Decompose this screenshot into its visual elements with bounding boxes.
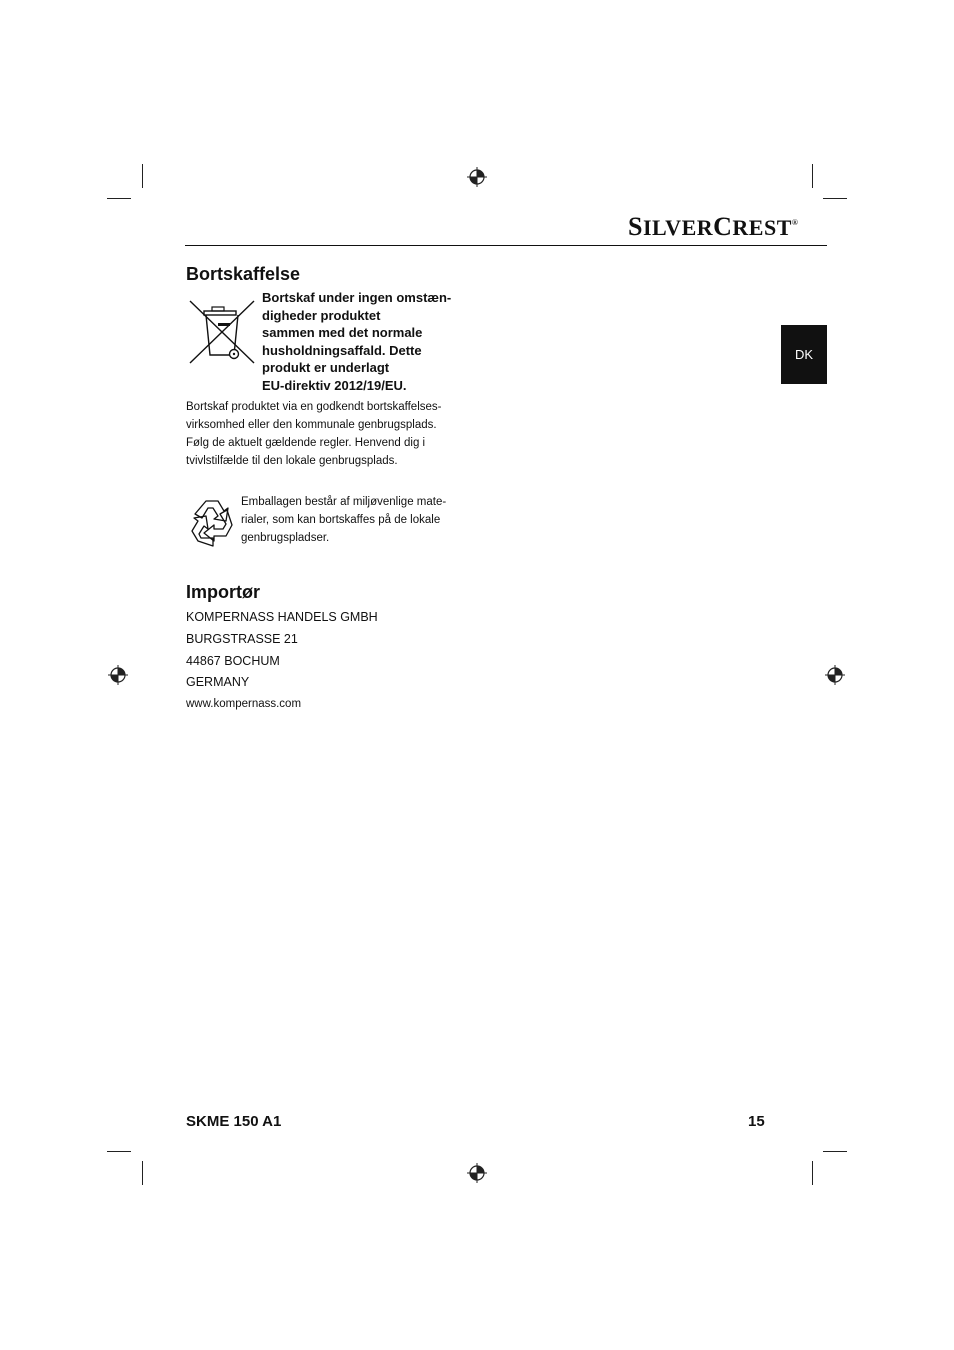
header-rule	[185, 245, 827, 246]
crop-mark	[107, 198, 131, 199]
address-line: GERMANY	[186, 675, 250, 690]
address-line: KOMPERNASS HANDELS GMBH	[186, 610, 378, 624]
importer-website-link[interactable]: www.kompernass.com	[186, 698, 302, 711]
registration-mark-icon	[467, 1163, 487, 1183]
brand-logo: SILVERCREST®	[628, 212, 799, 241]
address-line: 44867 BOCHUM	[186, 653, 280, 668]
importer-heading: Importør	[186, 582, 260, 602]
disposal-warning: Bortskaf under ingen omstæn- digheder produktet sammen med det normale husholdningsaffald. Dette produkt er underlagt EU-direktiv 2012/19/EU.	[262, 290, 452, 393]
page-number: 15	[748, 1113, 765, 1130]
crop-mark	[812, 164, 813, 188]
disposal-instructions: Bortskaf produktet via en godkendt bortskaffelses- virksomhed eller den kommunale genbrugsplads. Følg de aktuelt gældende regler. Henvend dig i tvivlstilfælde til den lokale genbrugsplads.	[186, 401, 442, 467]
crop-mark	[142, 164, 143, 188]
crop-mark	[823, 1151, 847, 1152]
language-tab: DK	[781, 325, 827, 384]
disposal-heading: Bortskaffelse	[186, 264, 301, 284]
importer-address	[186, 607, 378, 716]
model-number: SKME 150 A1	[186, 1113, 282, 1130]
crop-mark	[823, 198, 847, 199]
crop-mark	[812, 1161, 813, 1185]
registration-mark-icon	[467, 167, 487, 187]
crossed-out-wheelie-bin-icon	[186, 297, 258, 365]
crop-mark	[142, 1161, 143, 1185]
recycling-arrows-icon	[186, 495, 238, 547]
packaging-recycling-note: Emballagen består af miljøvenlige mate- rialer, som kan bortskaffes på de lokale genbrugspladser.	[241, 496, 447, 544]
crop-mark	[107, 1151, 131, 1152]
registration-mark-icon	[108, 665, 128, 685]
registration-mark-icon	[825, 665, 845, 685]
address-line: BURGSTRASSE 21	[186, 631, 298, 646]
